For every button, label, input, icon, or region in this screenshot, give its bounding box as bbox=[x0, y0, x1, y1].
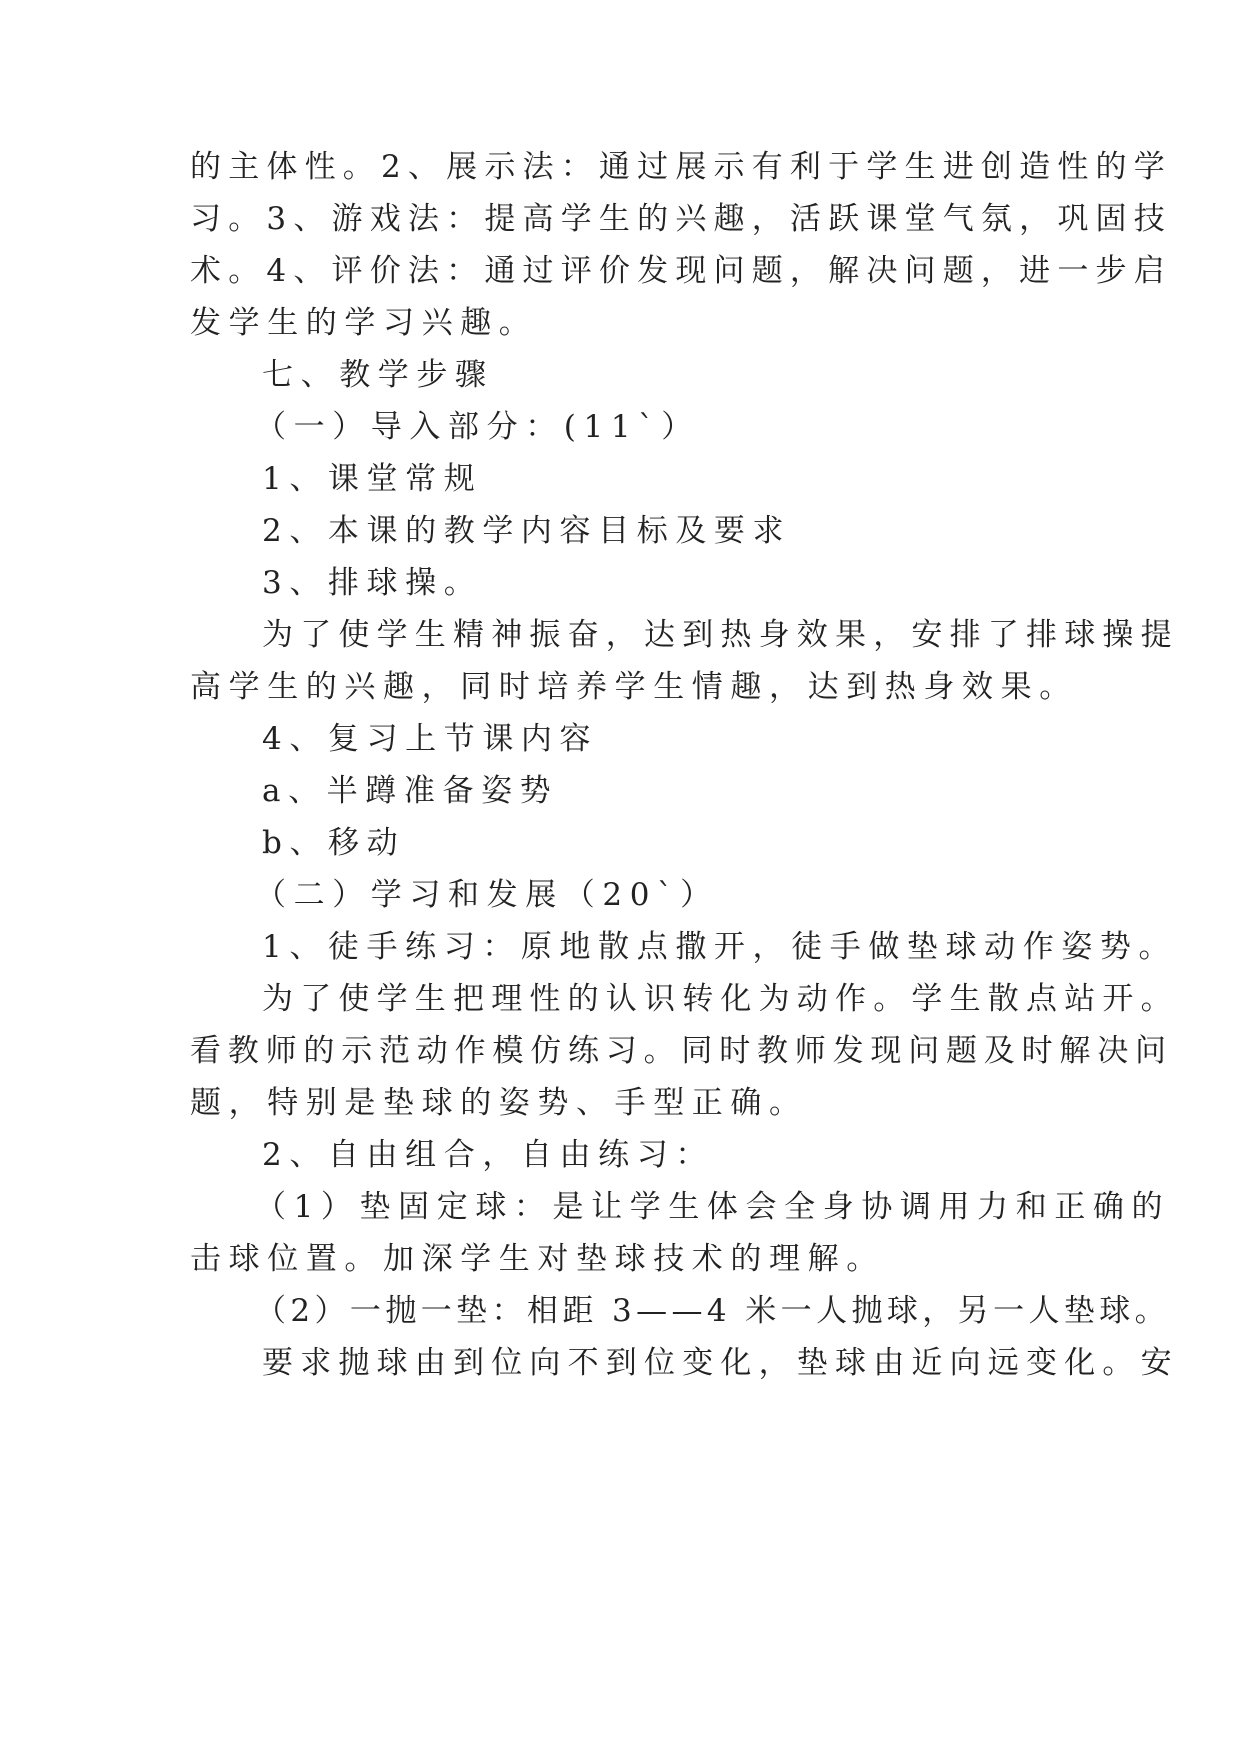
list-item: b、移动 bbox=[262, 825, 406, 861]
list-item: a、半蹲准备姿势 bbox=[262, 773, 559, 809]
paragraph-line: 要求抛球由到位向不到位变化，垫球由近向远变化。安 bbox=[262, 1345, 1179, 1381]
list-item: 1、徒手练习：原地散点撒开，徒手做垫球动作姿势。 bbox=[262, 929, 1178, 965]
text-line: 的主体性。2、展示法：通过展示有利于学生进创造性的学 bbox=[190, 149, 1172, 185]
text-line: 术。4、评价法：通过评价发现问题，解决问题，进一步启 bbox=[190, 253, 1172, 289]
list-item: 4、复习上节课内容 bbox=[262, 721, 599, 757]
paragraph-line: 高学生的兴趣，同时培养学生情趣，达到热身效果。 bbox=[190, 669, 1078, 705]
list-item: （1）垫固定球：是让学生体会全身协调用力和正确的 bbox=[255, 1189, 1171, 1225]
list-item: 3、排球操。 bbox=[262, 565, 483, 601]
section-heading: 七、教学步骤 bbox=[262, 357, 494, 393]
list-item: 1、课堂常规 bbox=[262, 461, 483, 497]
paragraph-line: 看教师的示范动作模仿练习。同时教师发现问题及时解决问 bbox=[190, 1033, 1173, 1069]
paragraph-line: 为了使学生精神振奋，达到热身效果，安排了排球操提 bbox=[262, 617, 1179, 653]
list-item: （2）一抛一垫：相距 3——4 米一人抛球，另一人垫球。 bbox=[255, 1293, 1171, 1329]
paragraph-line: 为了使学生把理性的认识转化为动作。学生散点站开。 bbox=[262, 981, 1179, 1017]
text-line: 习。3、游戏法：提高学生的兴趣，活跃课堂气氛，巩固技 bbox=[190, 201, 1172, 237]
text-line: 发学生的学习兴趣。 bbox=[190, 305, 538, 341]
subsection-heading: （一）导入部分：(11`） bbox=[255, 409, 700, 445]
list-item: 2、自由组合，自由练习： bbox=[262, 1137, 714, 1173]
paragraph-line: 击球位置。加深学生对垫球技术的理解。 bbox=[190, 1241, 885, 1277]
paragraph-line: 题，特别是垫球的姿势、手型正确。 bbox=[190, 1085, 808, 1121]
subsection-heading: （二）学习和发展（20`） bbox=[255, 877, 719, 913]
list-item: 2、本课的教学内容目标及要求 bbox=[262, 513, 792, 549]
